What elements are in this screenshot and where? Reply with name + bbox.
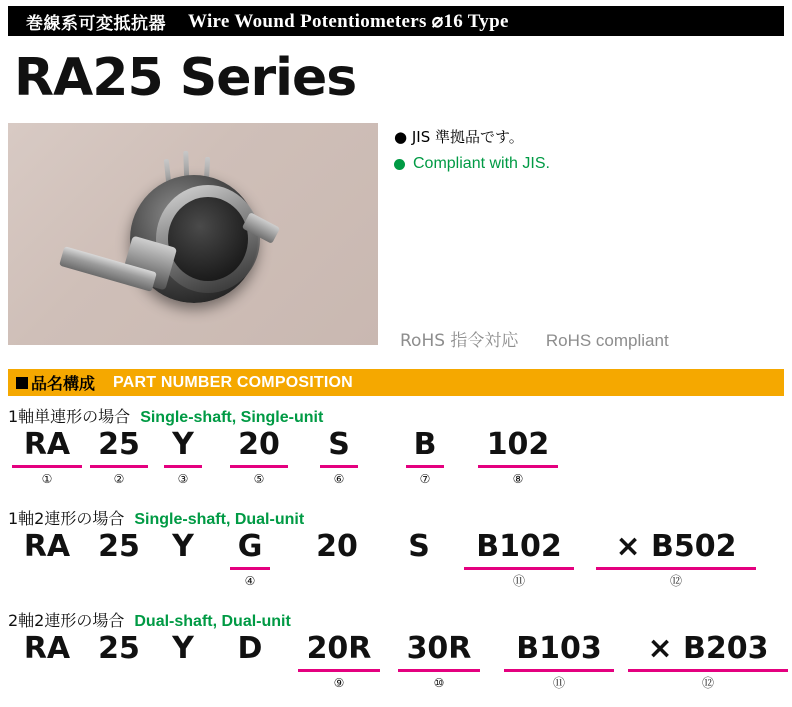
part-number-token-code: Y <box>172 631 194 666</box>
part-number-token <box>12 631 82 667</box>
part-number-token-index: ⑤ <box>253 472 265 486</box>
section-title-en: PART NUMBER COMPOSITION <box>113 373 353 391</box>
block-caption-jp: 1軸単連形の場合 <box>8 407 131 426</box>
part-number-token-code: B103 <box>504 631 614 672</box>
part-number-row <box>8 427 784 489</box>
part-number-token <box>164 427 202 487</box>
part-number-token <box>628 631 788 691</box>
part-number-token-code: RA <box>23 529 71 564</box>
part-number-token-code: 20 <box>316 529 358 564</box>
section-title-jp: 品名構成 <box>31 374 96 393</box>
part-number-token <box>90 427 148 487</box>
part-number-token-index: ④ <box>244 574 256 588</box>
part-number-token-index: ⑨ <box>333 676 345 690</box>
part-number-token <box>230 631 270 667</box>
part-number-token-code: 20 <box>230 427 288 468</box>
part-number-token <box>406 427 444 487</box>
page-header-bar <box>8 6 784 36</box>
part-number-token <box>308 529 366 565</box>
page-title: RA25 Series <box>14 48 357 108</box>
part-number-token-index: ⑫ <box>701 676 714 690</box>
part-number-token-code: G <box>230 529 270 570</box>
section-header-part-number <box>8 369 784 396</box>
header-en-title: Wire Wound Potentiometers ⌀16 Type <box>188 10 509 32</box>
rohs-jp-label: RoHS 指令対応 <box>400 331 519 351</box>
rohs-note <box>400 326 669 351</box>
part-number-token-code: Y <box>172 529 194 564</box>
part-number-token <box>464 529 574 589</box>
part-number-token <box>400 529 438 565</box>
block-caption-en: Dual-shaft, Dual-unit <box>134 613 291 630</box>
part-number-token-code: 25 <box>90 427 148 468</box>
block-caption-jp: 1軸2連形の場合 <box>8 509 125 528</box>
part-number-row <box>8 631 784 693</box>
part-number-token-code: × B203 <box>628 631 788 672</box>
block-caption-en: Single-shaft, Dual-unit <box>134 511 305 528</box>
part-number-token-code: RA <box>12 427 82 468</box>
part-number-token-code: B102 <box>464 529 574 570</box>
block-caption <box>8 506 784 529</box>
list-item <box>394 155 786 173</box>
part-number-token-code: D <box>237 631 263 666</box>
part-number-token-index: ⑦ <box>419 472 431 486</box>
part-number-token <box>164 529 202 565</box>
part-number-token <box>90 631 148 667</box>
part-number-token-code: S <box>408 529 430 564</box>
part-number-token-code: 25 <box>98 529 140 564</box>
bullet-dot-icon <box>394 159 405 170</box>
potentiometer-inner <box>168 197 248 281</box>
part-number-block-dual-dual <box>8 608 784 693</box>
part-number-token <box>90 529 148 565</box>
part-number-token-index: ② <box>113 472 125 486</box>
part-number-row <box>8 529 784 591</box>
part-number-token <box>230 529 270 589</box>
bullet-label-jp: ● JIS 準拠品です。 <box>394 128 524 146</box>
rohs-en-label: RoHS compliant <box>545 331 669 350</box>
part-number-token-index: ⑩ <box>433 676 445 690</box>
part-number-token <box>164 631 202 667</box>
header-jp-title: 巻線系可変抵抗器 <box>26 13 166 34</box>
part-number-token-index: ⑫ <box>669 574 682 588</box>
part-number-token-index: ⑧ <box>512 472 524 486</box>
part-number-token-code: 25 <box>98 631 140 666</box>
block-caption-en: Single-shaft, Single-unit <box>140 409 324 426</box>
part-number-token-code: B <box>406 427 444 468</box>
square-bullet-icon <box>16 377 28 389</box>
block-caption <box>8 404 784 427</box>
part-number-token-code: × B502 <box>596 529 756 570</box>
part-number-block-single-single <box>8 404 784 489</box>
block-caption <box>8 608 784 631</box>
part-number-token-index: ⑪ <box>512 574 525 588</box>
part-number-token <box>596 529 756 589</box>
part-number-token-index: ⑥ <box>333 472 345 486</box>
list-item <box>394 126 786 147</box>
part-number-token <box>478 427 558 487</box>
part-number-token <box>298 631 380 691</box>
part-number-block-single-dual <box>8 506 784 591</box>
feature-bullets <box>394 126 786 181</box>
part-number-token-index: ⑪ <box>552 676 565 690</box>
part-number-token-index: ① <box>41 472 53 486</box>
part-number-token-code: Y <box>164 427 202 468</box>
part-number-token-code: 20R <box>298 631 380 672</box>
part-number-token-index: ③ <box>177 472 189 486</box>
part-number-token-code: RA <box>23 631 71 666</box>
part-number-token-code: 102 <box>478 427 558 468</box>
product-photo <box>8 123 378 345</box>
part-number-token <box>230 427 288 487</box>
part-number-token-code: 30R <box>398 631 480 672</box>
bullet-label-en: Compliant with JIS. <box>413 155 550 172</box>
part-number-token <box>504 631 614 691</box>
part-number-token <box>320 427 358 487</box>
block-caption-jp: 2軸2連形の場合 <box>8 611 125 630</box>
part-number-token <box>398 631 480 691</box>
part-number-token <box>12 529 82 565</box>
part-number-token <box>12 427 82 487</box>
part-number-token-code: S <box>320 427 358 468</box>
